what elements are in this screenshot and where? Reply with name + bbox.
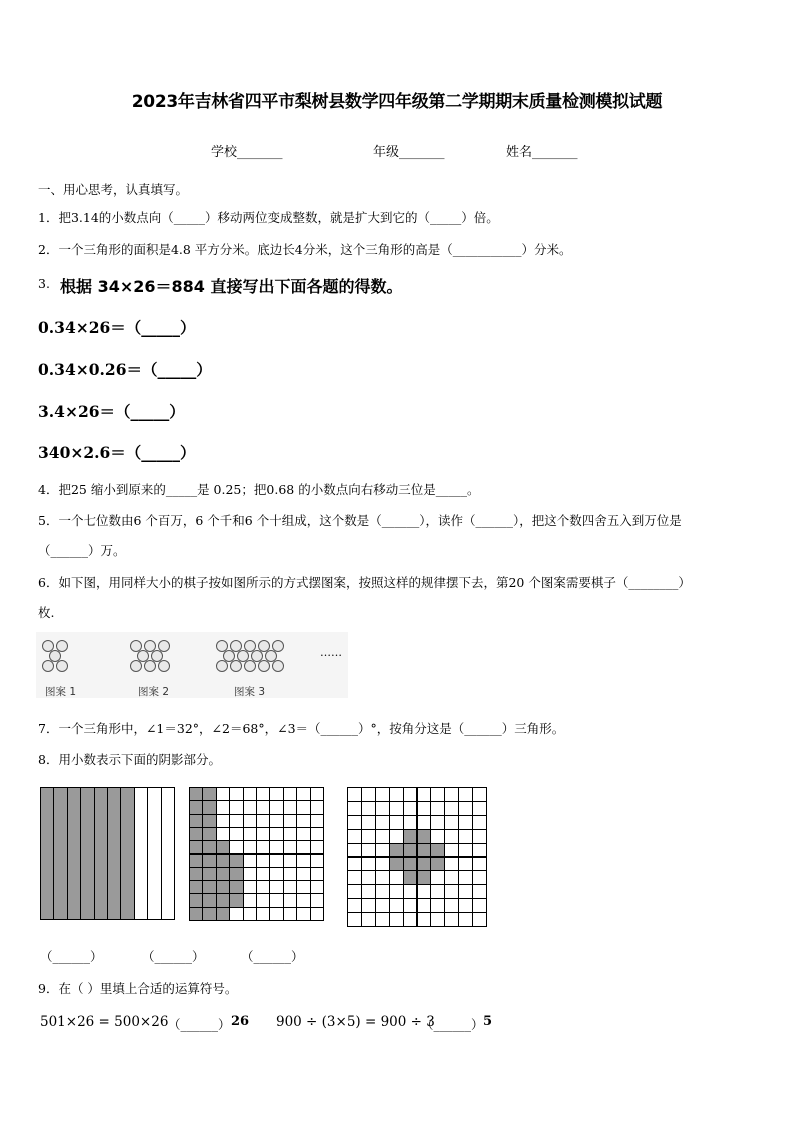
chess-piece: [230, 660, 242, 672]
grid-cell: [283, 840, 297, 854]
grid-cell: [472, 815, 487, 830]
grid-cell: [347, 815, 362, 830]
grid-cell: [417, 801, 432, 816]
question-3-text: 根据 34×26＝884 直接写出下面各题的得数。: [60, 277, 403, 296]
shaded-cell: [202, 854, 216, 868]
chess-piece: [216, 660, 228, 672]
grid-cell: [229, 827, 243, 841]
grid-cell: [472, 898, 487, 913]
shaded-cell: [202, 814, 216, 828]
grid-cell: [283, 867, 297, 881]
pattern-label: 图案 1: [45, 686, 77, 698]
grid-cell: [375, 843, 390, 858]
grid-cell: [361, 912, 376, 927]
grid-cell: [296, 840, 310, 854]
grid-cell: [310, 854, 324, 868]
grid-cell: [347, 843, 362, 858]
pattern-figure: [36, 632, 348, 698]
shaded-strip: [67, 787, 81, 920]
grid-cell: [243, 854, 257, 868]
grid-cell: [243, 800, 257, 814]
shaded-cell: [189, 907, 203, 921]
grid-cell: [458, 898, 473, 913]
equation-1-tail: 26: [231, 1014, 250, 1029]
shaded-cell: [189, 800, 203, 814]
grid-cell: [296, 787, 310, 801]
question-7: 7．一个三角形中，∠1＝32°，∠2＝68°，∠3＝（______）°，按角分这是（______）三角形。: [38, 721, 565, 736]
grid-cell: [310, 827, 324, 841]
grid-cell: [417, 898, 432, 913]
shaded-cell: [389, 843, 404, 858]
shaded-strip: [53, 787, 67, 920]
shaded-strips-figure: [40, 787, 174, 920]
grid-cell: [347, 787, 362, 802]
shaded-cell: [430, 843, 445, 858]
grid-cell: [389, 884, 404, 899]
grid-cell: [216, 787, 230, 801]
chess-piece: [258, 660, 270, 672]
grid-cell: [310, 814, 324, 828]
shaded-cell: [403, 829, 418, 844]
grid-cell: [444, 787, 459, 802]
grid-cell: [283, 907, 297, 921]
grid-cell: [472, 801, 487, 816]
question-3-item: 0.34×26＝（_____）: [38, 318, 196, 337]
shaded-cell: [229, 854, 243, 868]
grid-cell: [403, 801, 418, 816]
shaded-cell: [189, 827, 203, 841]
grid-cell: [243, 867, 257, 881]
grid-cell: [310, 787, 324, 801]
grid-cell: [296, 854, 310, 868]
grid-cell: [216, 814, 230, 828]
grid-cell: [283, 854, 297, 868]
question-3-item: 0.34×0.26＝（_____）: [38, 360, 212, 379]
shaded-cell: [216, 840, 230, 854]
grid-cell: [375, 870, 390, 885]
grid-cell: [430, 829, 445, 844]
grid-cell: [403, 912, 418, 927]
grid-cell: [229, 787, 243, 801]
question-6-line2: 枚.: [38, 605, 55, 620]
grid-cell: [347, 857, 362, 872]
grid-cell: [347, 829, 362, 844]
shaded-cell: [202, 787, 216, 801]
grid-cell: [269, 907, 283, 921]
grid-cell: [310, 880, 324, 894]
grid-cell: [361, 787, 376, 802]
chess-piece: [130, 660, 142, 672]
shaded-cell: [189, 854, 203, 868]
section-heading: 一、用心思考，认真填写。: [38, 182, 189, 197]
grid-cell: [444, 829, 459, 844]
grid-cell: [458, 912, 473, 927]
grid-cell: [310, 867, 324, 881]
shaded-strip: [120, 787, 134, 920]
grid-cell: [269, 800, 283, 814]
pattern-label: 图案 3: [234, 686, 266, 698]
question-5-line1: 5．一个七位数由6 个百万，6 个千和6 个十组成，这个数是（______），读作（______），把这个数四舍五入到万位是: [38, 513, 682, 528]
shaded-cell: [229, 880, 243, 894]
shaded-cell: [189, 893, 203, 907]
shaded-cell: [403, 870, 418, 885]
grid-cell: [389, 870, 404, 885]
question-2: 2．一个三角形的面积是4.8 平方分米。底边长4分米，这个三角形的高是（___________）分米。: [38, 242, 572, 257]
shaded-strip: [107, 787, 121, 920]
grid-cell: [389, 801, 404, 816]
shaded-cell: [189, 840, 203, 854]
grid-cell: [375, 912, 390, 927]
grade-field: 年级_______: [373, 145, 445, 160]
grid-cell: [444, 801, 459, 816]
answer-blank: （______）: [241, 949, 304, 964]
grid-cell: [269, 827, 283, 841]
grid-cell: [256, 800, 270, 814]
grid-cell: [389, 898, 404, 913]
grid-cell: [458, 787, 473, 802]
grid-cell: [243, 880, 257, 894]
grid-cell: [403, 898, 418, 913]
grid-cell: [375, 857, 390, 872]
grid-cell: [269, 880, 283, 894]
grid-cell: [229, 907, 243, 921]
grid-cell: [472, 829, 487, 844]
shaded-cell: [202, 827, 216, 841]
grid-cell: [458, 857, 473, 872]
grid-cell: [347, 898, 362, 913]
grid-cell: [256, 880, 270, 894]
grid-cell: [444, 870, 459, 885]
grid-cell: [229, 840, 243, 854]
grid-cell: [256, 787, 270, 801]
grid-cell: [256, 867, 270, 881]
shaded-strip: [94, 787, 108, 920]
grid-cell: [375, 884, 390, 899]
grid-cell: [458, 870, 473, 885]
grid-cell: [444, 815, 459, 830]
grid-cell: [375, 898, 390, 913]
grid-cell: [347, 912, 362, 927]
grid-cell: [256, 814, 270, 828]
grid-cell: [430, 801, 445, 816]
grid-cell: [444, 857, 459, 872]
grid-cell: [269, 854, 283, 868]
grid-cell: [458, 801, 473, 816]
question-3-item: 3.4×26＝（_____）: [38, 402, 185, 421]
grid-cell: [430, 912, 445, 927]
grid-cell: [375, 815, 390, 830]
grid-cell: [444, 843, 459, 858]
shaded-cell: [229, 893, 243, 907]
grid-cell: [472, 912, 487, 927]
shaded-cell: [189, 880, 203, 894]
shaded-cell: [216, 907, 230, 921]
strip: [134, 787, 148, 920]
pattern-label: 图案 2: [138, 686, 170, 698]
school-field: 学校_______: [211, 145, 283, 160]
grid-cell: [283, 827, 297, 841]
shaded-cell: [189, 787, 203, 801]
question-3-number: 3.: [38, 276, 50, 291]
answer-blank: （______）: [142, 949, 205, 964]
equation-2: 900 ÷ (3×5) = 900 ÷ 3: [276, 1014, 435, 1030]
grid-cell: [472, 843, 487, 858]
grid-cell: [417, 787, 432, 802]
answer-blank: （______）: [421, 1017, 484, 1032]
grid-cell: [296, 880, 310, 894]
chess-piece: [56, 660, 68, 672]
grid-cell: [256, 840, 270, 854]
grid-cell: [310, 800, 324, 814]
grid-cell: [430, 787, 445, 802]
shaded-cell: [216, 880, 230, 894]
question-5-line2: （______）万。: [38, 543, 126, 558]
shaded-cell: [403, 843, 418, 858]
strip: [161, 787, 175, 920]
chess-piece: [158, 660, 170, 672]
grid-cell: [269, 814, 283, 828]
shaded-cell: [216, 893, 230, 907]
shaded-cell: [216, 854, 230, 868]
grid-cell: [269, 867, 283, 881]
grid-cell: [347, 884, 362, 899]
grid-cell: [417, 912, 432, 927]
grid-cell: [229, 814, 243, 828]
grid-cell: [243, 893, 257, 907]
grid-cell: [430, 870, 445, 885]
shaded-cell: [417, 843, 432, 858]
shaded-cell: [403, 857, 418, 872]
grid-cell: [296, 907, 310, 921]
grid-cell: [444, 912, 459, 927]
answer-blank: （______）: [40, 949, 103, 964]
question-8: 8．用小数表示下面的阴影部分。: [38, 752, 221, 767]
chess-piece: [272, 660, 284, 672]
grid-cell: [430, 815, 445, 830]
grid-cell: [283, 893, 297, 907]
shaded-cell: [202, 840, 216, 854]
strip: [147, 787, 161, 920]
chess-piece: [244, 660, 256, 672]
grid-cell: [296, 827, 310, 841]
pattern-ellipsis: ……: [320, 646, 342, 659]
grid-cell: [347, 801, 362, 816]
grid-cell: [361, 898, 376, 913]
grid-cell: [256, 907, 270, 921]
chess-piece: [144, 660, 156, 672]
grid-cell: [243, 840, 257, 854]
grid-cell: [375, 801, 390, 816]
grid-cell: [216, 827, 230, 841]
grid-cell: [430, 898, 445, 913]
grid-cell: [403, 815, 418, 830]
grid-cell: [417, 815, 432, 830]
question-6-line1: 6．如下图，用同样大小的棋子按如图所示的方式摆图案，按照这样的规律摆下去，第20 个图案需要棋子（________）: [38, 575, 691, 590]
grid-cell: [375, 829, 390, 844]
grid-cell: [361, 857, 376, 872]
grid-cell: [361, 870, 376, 885]
grid-cell: [472, 884, 487, 899]
shaded-cell: [417, 829, 432, 844]
grid-cell: [472, 870, 487, 885]
grid-cell: [472, 857, 487, 872]
shaded-cell: [389, 857, 404, 872]
shaded-cell: [216, 867, 230, 881]
grid-cell: [256, 854, 270, 868]
equation-1: 501×26 = 500×26: [40, 1014, 169, 1030]
grid-cell: [375, 787, 390, 802]
grid-cell: [229, 800, 243, 814]
grid-cell: [458, 843, 473, 858]
grid-cell: [296, 893, 310, 907]
grid-cell: [243, 827, 257, 841]
shaded-cell: [202, 800, 216, 814]
shaded-grid-figure: [189, 787, 323, 920]
shaded-cell: [417, 870, 432, 885]
grid-cell: [310, 893, 324, 907]
grid-cell: [417, 884, 432, 899]
grid-cell: [361, 884, 376, 899]
grid-cell: [444, 898, 459, 913]
grid-cell: [256, 893, 270, 907]
grid-cell: [283, 800, 297, 814]
grid-cell: [256, 827, 270, 841]
shaded-cell: [202, 893, 216, 907]
grid-cell: [296, 800, 310, 814]
grid-cell: [389, 829, 404, 844]
question-4: 4．把25 缩小到原来的_____是 0.25；把0.68 的小数点向右移动三位是_____。: [38, 482, 480, 497]
grid-cell: [403, 884, 418, 899]
grid-cell: [269, 787, 283, 801]
grid-cell: [389, 815, 404, 830]
shaded-cell: [189, 867, 203, 881]
grid-cell: [361, 843, 376, 858]
grid-cell: [444, 884, 459, 899]
grid-cell: [283, 787, 297, 801]
name-field: 姓名_______: [506, 145, 578, 160]
grid-cell: [269, 840, 283, 854]
grid-cell: [269, 893, 283, 907]
shaded-strip: [80, 787, 94, 920]
question-1: 1．把3.14的小数点向（_____）移动两位变成整数，就是扩大到它的（_____）倍。: [38, 210, 499, 225]
grid-cell: [361, 815, 376, 830]
grid-cell: [283, 880, 297, 894]
grid-cell: [458, 829, 473, 844]
grid-cell: [216, 800, 230, 814]
page-title: 2023年吉林省四平市梨树县数学四年级第二学期期末质量检测模拟试题: [131, 92, 663, 112]
shaded-cell: [202, 867, 216, 881]
grid-cell: [458, 884, 473, 899]
grid-cell: [458, 815, 473, 830]
shaded-cross-figure: [347, 787, 486, 926]
question-9: 9．在（ ）里填上合适的运算符号。: [38, 981, 238, 996]
grid-cell: [361, 829, 376, 844]
shaded-cell: [202, 880, 216, 894]
shaded-cell: [430, 857, 445, 872]
grid-cell: [296, 814, 310, 828]
shaded-cell: [229, 867, 243, 881]
grid-cell: [243, 814, 257, 828]
grid-cell: [310, 840, 324, 854]
grid-cell: [296, 867, 310, 881]
grid-cell: [389, 912, 404, 927]
grid-cell: [347, 870, 362, 885]
chess-piece: [42, 660, 54, 672]
question-3-item: 340×2.6＝（_____）: [38, 443, 196, 462]
shaded-strip: [40, 787, 54, 920]
grid-cell: [430, 884, 445, 899]
grid-cell: [243, 787, 257, 801]
answer-blank: （______）: [168, 1017, 231, 1032]
equation-2-tail: 5: [483, 1014, 493, 1029]
shaded-cell: [202, 907, 216, 921]
grid-cell: [389, 787, 404, 802]
grid-cell: [403, 787, 418, 802]
grid-cell: [310, 907, 324, 921]
shaded-cell: [189, 814, 203, 828]
shaded-cell: [417, 857, 432, 872]
grid-cell: [243, 907, 257, 921]
grid-cell: [472, 787, 487, 802]
grid-cell: [283, 814, 297, 828]
grid-cell: [361, 801, 376, 816]
